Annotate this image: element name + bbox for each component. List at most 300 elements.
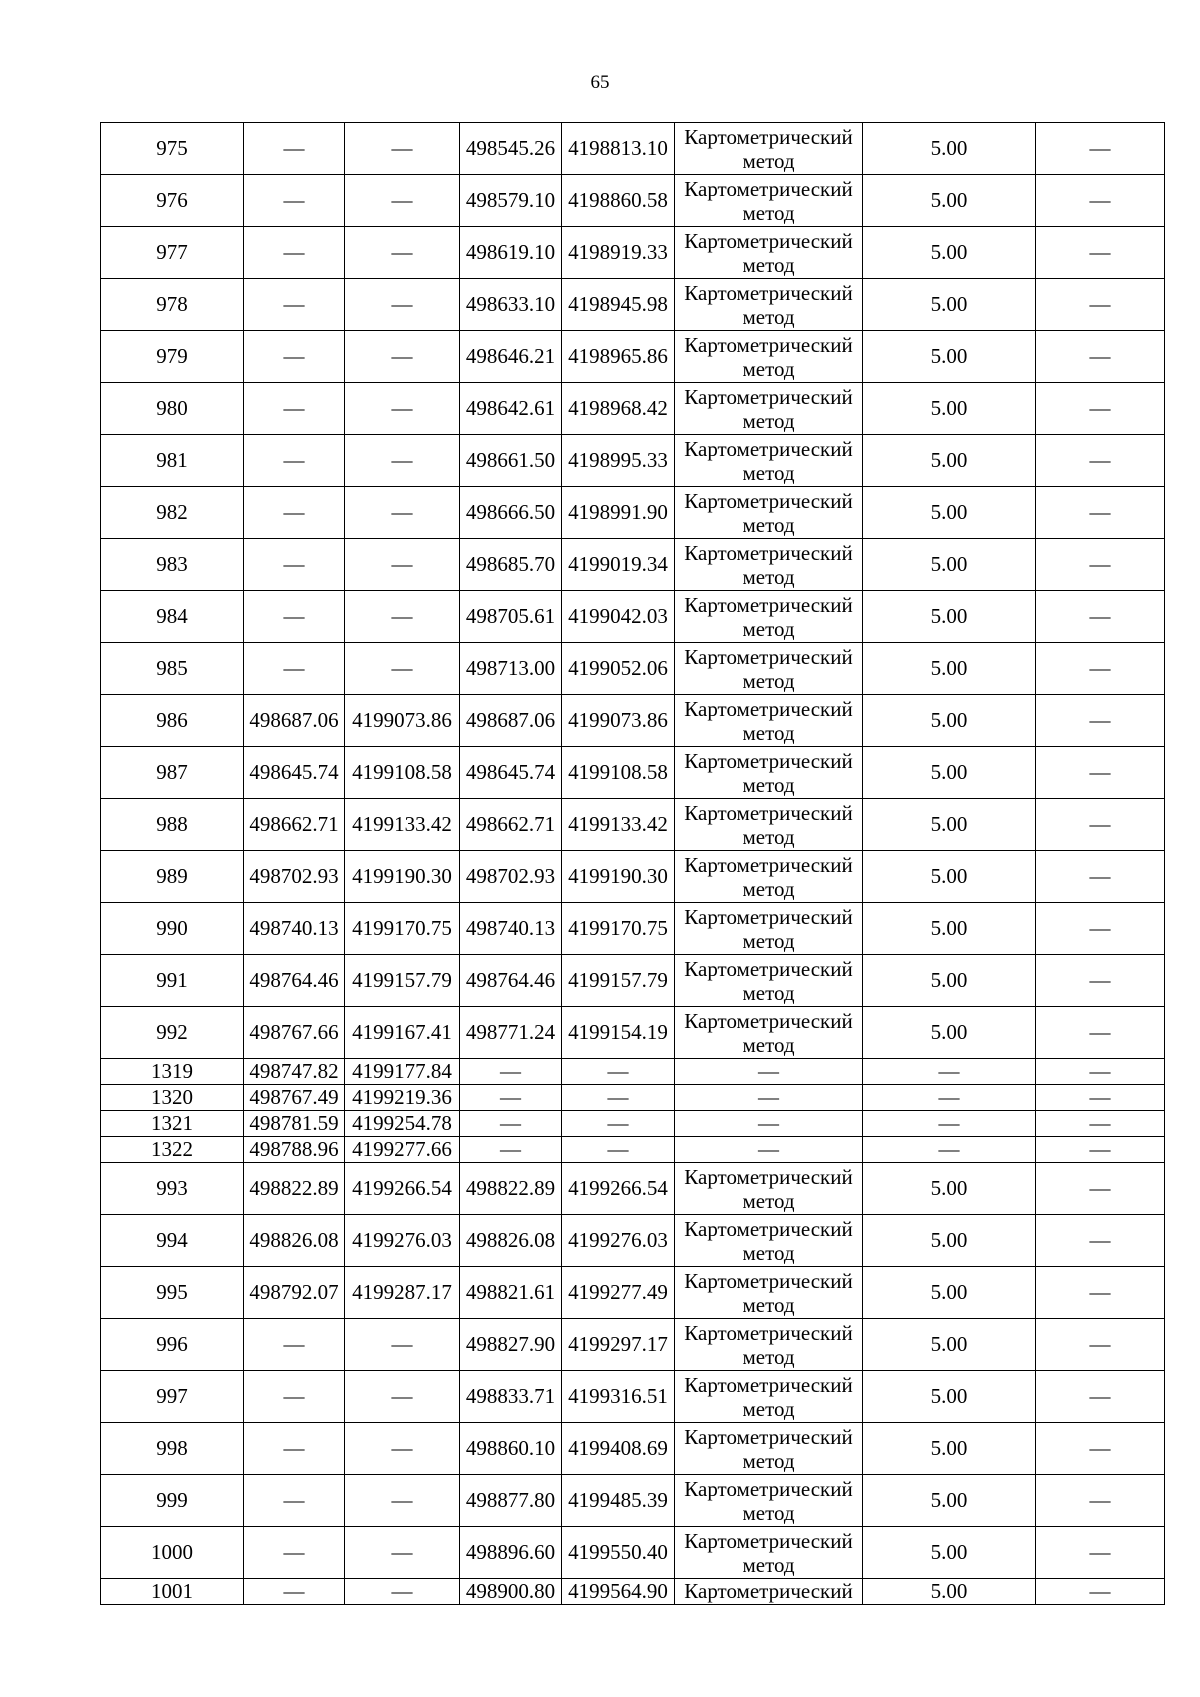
table-row	[101, 383, 1165, 435]
method-line-1: Картометрический	[684, 592, 853, 617]
method-line-1: Картометрический	[684, 332, 853, 357]
point-number-cell: 980	[101, 383, 244, 435]
method-cell	[675, 1007, 863, 1059]
method-cell	[675, 1579, 863, 1605]
description-cell: —	[1036, 1111, 1165, 1137]
existing-x-cell: —	[244, 175, 345, 227]
existing-x-cell: —	[244, 591, 345, 643]
existing-x-cell: 498792.07	[244, 1267, 345, 1319]
method-cell	[675, 799, 863, 851]
existing-y-cell: —	[345, 1319, 460, 1371]
new-x-cell: 498896.60	[460, 1527, 562, 1579]
method-line-1: Картометрический	[684, 488, 853, 513]
method-cell	[675, 123, 863, 175]
description-cell: —	[1036, 1423, 1165, 1475]
description-cell: —	[1036, 1085, 1165, 1111]
new-y-cell: 4198995.33	[562, 435, 675, 487]
description-cell: —	[1036, 1371, 1165, 1423]
existing-y-cell: —	[345, 1423, 460, 1475]
method-cell	[675, 227, 863, 279]
accuracy-cell: 5.00	[863, 955, 1036, 1007]
accuracy-cell: 5.00	[863, 175, 1036, 227]
method-cell	[675, 175, 863, 227]
new-y-cell: —	[562, 1059, 675, 1085]
method-cell	[675, 1319, 863, 1371]
method-line-1: Картометрический	[684, 280, 853, 305]
description-cell: —	[1036, 1527, 1165, 1579]
existing-y-cell: —	[345, 435, 460, 487]
new-y-cell: 4199052.06	[562, 643, 675, 695]
existing-x-cell: 498764.46	[244, 955, 345, 1007]
existing-y-cell: 4199219.36	[345, 1085, 460, 1111]
description-cell: —	[1036, 903, 1165, 955]
accuracy-cell: 5.00	[863, 435, 1036, 487]
method-line-2: метод	[742, 1240, 795, 1265]
new-x-cell: 498900.80	[460, 1579, 562, 1605]
new-y-cell: —	[562, 1137, 675, 1163]
method-line-1: Картометрический	[684, 748, 853, 773]
method-line-2: метод	[742, 460, 795, 485]
existing-x-cell: 498645.74	[244, 747, 345, 799]
point-number-cell: 991	[101, 955, 244, 1007]
method-line-1: Картометрический	[684, 124, 853, 149]
table-row	[101, 1527, 1165, 1579]
point-number-cell: 975	[101, 123, 244, 175]
new-y-cell: 4199276.03	[562, 1215, 675, 1267]
point-number-cell: 995	[101, 1267, 244, 1319]
method-line-2: метод	[742, 824, 795, 849]
existing-x-cell: —	[244, 1319, 345, 1371]
description-cell: —	[1036, 1059, 1165, 1085]
point-number-cell: 999	[101, 1475, 244, 1527]
existing-x-cell: 498822.89	[244, 1163, 345, 1215]
table-row	[101, 643, 1165, 695]
description-cell: —	[1036, 643, 1165, 695]
point-number-cell: 998	[101, 1423, 244, 1475]
table-row	[101, 435, 1165, 487]
method-cell	[675, 1215, 863, 1267]
accuracy-cell: 5.00	[863, 747, 1036, 799]
accuracy-cell: 5.00	[863, 1527, 1036, 1579]
existing-y-cell: 4199170.75	[345, 903, 460, 955]
existing-x-cell: 498781.59	[244, 1111, 345, 1137]
method-cell	[675, 539, 863, 591]
accuracy-cell: 5.00	[863, 123, 1036, 175]
new-y-cell: 4199170.75	[562, 903, 675, 955]
method-line-2: метод	[742, 200, 795, 225]
existing-y-cell: 4199190.30	[345, 851, 460, 903]
method-line-1: Картометрический	[684, 384, 853, 409]
method-cell	[675, 487, 863, 539]
accuracy-cell: 5.00	[863, 1423, 1036, 1475]
new-x-cell: 498646.21	[460, 331, 562, 383]
method-line-1: Картометрический	[684, 540, 853, 565]
method-line-1: Картометрический	[684, 228, 853, 253]
table-row	[101, 1215, 1165, 1267]
existing-y-cell: —	[345, 383, 460, 435]
new-x-cell: 498645.74	[460, 747, 562, 799]
existing-y-cell: —	[345, 1475, 460, 1527]
table-row	[101, 1137, 1165, 1163]
method-line-1: Картометрический	[684, 904, 853, 929]
existing-y-cell: —	[345, 539, 460, 591]
method-line-1: Картометрический	[684, 1372, 853, 1397]
existing-x-cell: —	[244, 227, 345, 279]
table-row	[101, 1059, 1165, 1085]
new-x-cell: 498821.61	[460, 1267, 562, 1319]
method-cell	[675, 591, 863, 643]
description-cell: —	[1036, 383, 1165, 435]
existing-x-cell: —	[244, 1371, 345, 1423]
new-x-cell: 498833.71	[460, 1371, 562, 1423]
method-line-1: Картометрический	[684, 1320, 853, 1345]
description-cell: —	[1036, 435, 1165, 487]
table-row	[101, 903, 1165, 955]
table-row	[101, 851, 1165, 903]
new-x-cell: 498713.00	[460, 643, 562, 695]
existing-x-cell: —	[244, 539, 345, 591]
description-cell: —	[1036, 955, 1165, 1007]
method-cell	[675, 1059, 863, 1085]
new-y-cell: 4199019.34	[562, 539, 675, 591]
table-row	[101, 487, 1165, 539]
table-row	[101, 1475, 1165, 1527]
accuracy-cell: 5.00	[863, 331, 1036, 383]
new-x-cell: 498822.89	[460, 1163, 562, 1215]
point-number-cell: 978	[101, 279, 244, 331]
method-line-2: метод	[742, 1188, 795, 1213]
existing-y-cell: —	[345, 487, 460, 539]
point-number-cell: 985	[101, 643, 244, 695]
table-row	[101, 1085, 1165, 1111]
method-line-2: метод	[742, 1032, 795, 1057]
point-number-cell: 997	[101, 1371, 244, 1423]
method-cell	[675, 695, 863, 747]
method-line-2: метод	[742, 616, 795, 641]
new-x-cell: 498662.71	[460, 799, 562, 851]
table-row	[101, 175, 1165, 227]
new-x-cell: 498826.08	[460, 1215, 562, 1267]
description-cell: —	[1036, 175, 1165, 227]
method-line-1: Картометрический	[684, 1268, 853, 1293]
existing-y-cell: 4199157.79	[345, 955, 460, 1007]
table-row	[101, 955, 1165, 1007]
existing-y-cell: —	[345, 175, 460, 227]
description-cell: —	[1036, 1163, 1165, 1215]
point-number-cell: 992	[101, 1007, 244, 1059]
method-line-2: метод	[742, 356, 795, 381]
point-number-cell: 983	[101, 539, 244, 591]
new-y-cell: 4199157.79	[562, 955, 675, 1007]
accuracy-cell: 5.00	[863, 1371, 1036, 1423]
table-row	[101, 591, 1165, 643]
description-cell: —	[1036, 591, 1165, 643]
existing-x-cell: —	[244, 1475, 345, 1527]
existing-y-cell: 4199108.58	[345, 747, 460, 799]
new-y-cell: 4198860.58	[562, 175, 675, 227]
existing-x-cell: 498740.13	[244, 903, 345, 955]
method-line-2: метод	[742, 564, 795, 589]
method-line-2: метод	[742, 512, 795, 537]
accuracy-cell: 5.00	[863, 1475, 1036, 1527]
description-cell: —	[1036, 1319, 1165, 1371]
new-y-cell: 4199042.03	[562, 591, 675, 643]
existing-x-cell: —	[244, 1423, 345, 1475]
new-x-cell: 498642.61	[460, 383, 562, 435]
method-line-2: метод	[742, 876, 795, 901]
table-row	[101, 279, 1165, 331]
description-cell: —	[1036, 123, 1165, 175]
new-x-cell: —	[460, 1059, 562, 1085]
existing-y-cell: 4199167.41	[345, 1007, 460, 1059]
existing-x-cell: 498767.49	[244, 1085, 345, 1111]
existing-x-cell: —	[244, 1527, 345, 1579]
accuracy-cell: 5.00	[863, 799, 1036, 851]
table-row	[101, 695, 1165, 747]
method-cell	[675, 435, 863, 487]
description-cell: —	[1036, 539, 1165, 591]
new-y-cell: 4199190.30	[562, 851, 675, 903]
existing-x-cell: —	[244, 643, 345, 695]
new-x-cell: 498860.10	[460, 1423, 562, 1475]
accuracy-cell: 5.00	[863, 1215, 1036, 1267]
method-line-2: метод	[742, 1396, 795, 1421]
method-line-1: Картометрический	[684, 1008, 853, 1033]
point-number-cell: 1001	[101, 1579, 244, 1605]
point-number-cell: 996	[101, 1319, 244, 1371]
point-number-cell: 981	[101, 435, 244, 487]
existing-x-cell: 498662.71	[244, 799, 345, 851]
new-x-cell: —	[460, 1137, 562, 1163]
accuracy-cell: 5.00	[863, 695, 1036, 747]
method-line-1: Картометрический	[684, 1476, 853, 1501]
new-x-cell: 498702.93	[460, 851, 562, 903]
method-cell	[675, 903, 863, 955]
description-cell: —	[1036, 747, 1165, 799]
accuracy-cell: 5.00	[863, 487, 1036, 539]
method-cell	[675, 1163, 863, 1215]
new-y-cell: 4198965.86	[562, 331, 675, 383]
method-line-2: метод	[742, 980, 795, 1005]
existing-x-cell: 498702.93	[244, 851, 345, 903]
accuracy-cell: 5.00	[863, 383, 1036, 435]
method-line-2: метод	[742, 408, 795, 433]
method-cell	[675, 955, 863, 1007]
accuracy-cell: —	[863, 1059, 1036, 1085]
method-line-2: метод	[742, 720, 795, 745]
accuracy-cell: 5.00	[863, 643, 1036, 695]
new-y-cell: 4198919.33	[562, 227, 675, 279]
new-y-cell: 4199154.19	[562, 1007, 675, 1059]
point-number-cell: 976	[101, 175, 244, 227]
method-line-1: —	[758, 1111, 779, 1135]
existing-y-cell: 4199254.78	[345, 1111, 460, 1137]
method-line-1: Картометрический	[684, 1164, 853, 1189]
existing-x-cell: —	[244, 435, 345, 487]
accuracy-cell: 5.00	[863, 279, 1036, 331]
table-row	[101, 1319, 1165, 1371]
point-number-cell: 994	[101, 1215, 244, 1267]
point-number-cell: 979	[101, 331, 244, 383]
new-y-cell: 4199485.39	[562, 1475, 675, 1527]
coordinates-table	[100, 122, 1165, 1605]
new-x-cell: —	[460, 1111, 562, 1137]
method-cell	[675, 383, 863, 435]
new-y-cell: 4199108.58	[562, 747, 675, 799]
new-x-cell: 498687.06	[460, 695, 562, 747]
method-line-1: Картометрический	[684, 1216, 853, 1241]
point-number-cell: 989	[101, 851, 244, 903]
new-x-cell: 498764.46	[460, 955, 562, 1007]
method-line-2: метод	[742, 928, 795, 953]
point-number-cell: 988	[101, 799, 244, 851]
description-cell: —	[1036, 1137, 1165, 1163]
description-cell: —	[1036, 227, 1165, 279]
new-y-cell: 4199408.69	[562, 1423, 675, 1475]
method-line-2: метод	[742, 1448, 795, 1473]
method-line-1: Картометрический	[684, 852, 853, 877]
accuracy-cell: 5.00	[863, 1007, 1036, 1059]
new-y-cell: 4199550.40	[562, 1527, 675, 1579]
method-line-1: Картометрический	[684, 800, 853, 825]
existing-y-cell: —	[345, 123, 460, 175]
method-line-2: метод	[742, 1552, 795, 1577]
existing-x-cell: —	[244, 123, 345, 175]
method-line-1: Картометрический	[684, 1528, 853, 1553]
existing-x-cell: —	[244, 1579, 345, 1605]
existing-x-cell: —	[244, 487, 345, 539]
new-y-cell: 4199073.86	[562, 695, 675, 747]
page-number: 65	[590, 72, 610, 93]
existing-y-cell: —	[345, 1579, 460, 1605]
point-number-cell: 986	[101, 695, 244, 747]
new-x-cell: 498771.24	[460, 1007, 562, 1059]
description-cell: —	[1036, 1579, 1165, 1605]
point-number-cell: 984	[101, 591, 244, 643]
description-cell: —	[1036, 1267, 1165, 1319]
existing-x-cell: —	[244, 279, 345, 331]
table-row	[101, 1007, 1165, 1059]
method-line-2: метод	[742, 772, 795, 797]
new-x-cell: 498545.26	[460, 123, 562, 175]
table-row	[101, 1579, 1165, 1605]
existing-y-cell: —	[345, 591, 460, 643]
accuracy-cell: 5.00	[863, 1579, 1036, 1605]
method-cell	[675, 643, 863, 695]
new-y-cell: 4199316.51	[562, 1371, 675, 1423]
new-x-cell: 498619.10	[460, 227, 562, 279]
existing-x-cell: —	[244, 383, 345, 435]
method-line-1: Картометрический	[684, 956, 853, 981]
method-line-2: метод	[742, 1344, 795, 1369]
table-row	[101, 1423, 1165, 1475]
method-line-2: метод	[742, 1292, 795, 1317]
method-line-2: метод	[742, 252, 795, 277]
new-y-cell: 4199277.49	[562, 1267, 675, 1319]
point-number-cell: 1319	[101, 1059, 244, 1085]
method-cell	[675, 1085, 863, 1111]
existing-y-cell: 4199266.54	[345, 1163, 460, 1215]
method-line-1: Картометрический	[684, 696, 853, 721]
existing-y-cell: —	[345, 279, 460, 331]
table-row	[101, 539, 1165, 591]
table-row	[101, 1267, 1165, 1319]
method-line-1: —	[758, 1085, 779, 1109]
new-y-cell: 4198968.42	[562, 383, 675, 435]
new-x-cell: 498705.61	[460, 591, 562, 643]
description-cell: —	[1036, 799, 1165, 851]
method-line-1: Картометрический	[684, 436, 853, 461]
method-line-1: —	[758, 1137, 779, 1161]
description-cell: —	[1036, 487, 1165, 539]
method-cell	[675, 1475, 863, 1527]
method-cell	[675, 1267, 863, 1319]
new-x-cell: 498633.10	[460, 279, 562, 331]
table-row	[101, 227, 1165, 279]
method-cell	[675, 1423, 863, 1475]
table-row	[101, 799, 1165, 851]
method-cell	[675, 331, 863, 383]
accuracy-cell: 5.00	[863, 539, 1036, 591]
existing-y-cell: —	[345, 643, 460, 695]
point-number-cell: 990	[101, 903, 244, 955]
method-line-1: Картометрический	[684, 644, 853, 669]
point-number-cell: 977	[101, 227, 244, 279]
description-cell: —	[1036, 1475, 1165, 1527]
new-y-cell: 4199266.54	[562, 1163, 675, 1215]
point-number-cell: 1320	[101, 1085, 244, 1111]
method-line-2: метод	[742, 668, 795, 693]
existing-x-cell: 498747.82	[244, 1059, 345, 1085]
existing-y-cell: 4199133.42	[345, 799, 460, 851]
existing-x-cell: 498687.06	[244, 695, 345, 747]
accuracy-cell: 5.00	[863, 591, 1036, 643]
table-row	[101, 747, 1165, 799]
new-y-cell: 4199297.17	[562, 1319, 675, 1371]
existing-y-cell: 4199287.17	[345, 1267, 460, 1319]
description-cell: —	[1036, 851, 1165, 903]
table-row	[101, 123, 1165, 175]
method-cell	[675, 279, 863, 331]
new-x-cell: 498685.70	[460, 539, 562, 591]
existing-y-cell: 4199073.86	[345, 695, 460, 747]
point-number-cell: 1321	[101, 1111, 244, 1137]
new-y-cell: 4199564.90	[562, 1579, 675, 1605]
accuracy-cell: 5.00	[863, 1319, 1036, 1371]
new-y-cell: 4198945.98	[562, 279, 675, 331]
new-y-cell: 4198813.10	[562, 123, 675, 175]
point-number-cell: 1000	[101, 1527, 244, 1579]
new-x-cell: 498661.50	[460, 435, 562, 487]
new-y-cell: —	[562, 1085, 675, 1111]
new-y-cell: 4199133.42	[562, 799, 675, 851]
method-line-1: Картометрический	[684, 1424, 853, 1449]
existing-y-cell: —	[345, 331, 460, 383]
method-line-1: Картометрический	[684, 176, 853, 201]
new-y-cell: —	[562, 1111, 675, 1137]
existing-x-cell: 498826.08	[244, 1215, 345, 1267]
existing-y-cell: —	[345, 1527, 460, 1579]
table-row	[101, 1111, 1165, 1137]
description-cell: —	[1036, 1007, 1165, 1059]
point-number-cell: 1322	[101, 1137, 244, 1163]
method-cell	[675, 851, 863, 903]
description-cell: —	[1036, 695, 1165, 747]
new-y-cell: 4198991.90	[562, 487, 675, 539]
accuracy-cell: 5.00	[863, 903, 1036, 955]
method-cell	[675, 1111, 863, 1137]
new-x-cell: 498579.10	[460, 175, 562, 227]
